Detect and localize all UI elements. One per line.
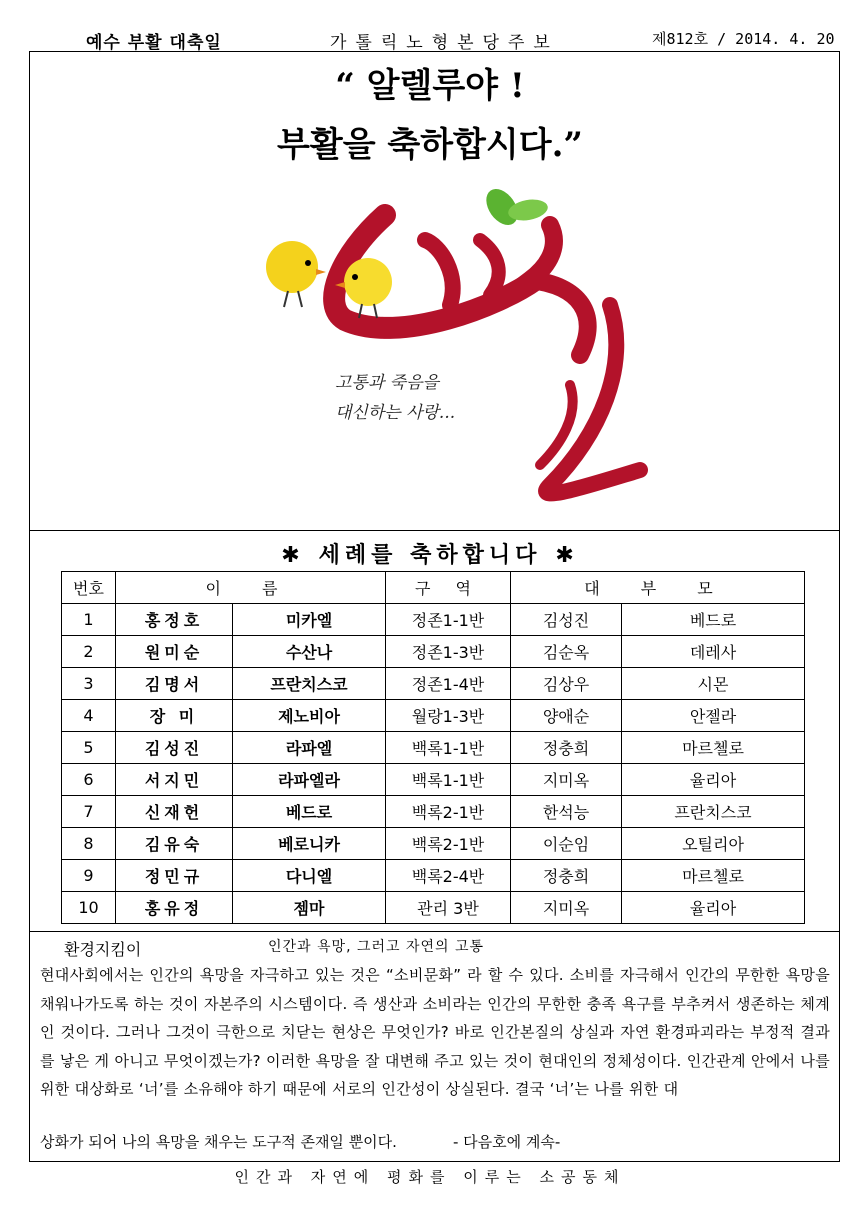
row-number: 7 bbox=[62, 796, 116, 828]
table-row bbox=[62, 668, 805, 700]
godparent-saint: 마르첼로 bbox=[622, 860, 805, 892]
divider-banner bbox=[29, 530, 840, 531]
table-row bbox=[62, 828, 805, 860]
baptism-title: 세례를 축하합니다 bbox=[318, 543, 542, 568]
godparent-saint: 데레사 bbox=[622, 636, 805, 668]
environment-article-title: 인간과 욕망, 그러고 자연의 고통 bbox=[268, 939, 485, 955]
godparent-name: 지미옥 bbox=[511, 892, 622, 924]
godparent-name: 정충희 bbox=[511, 860, 622, 892]
row-number: 2 bbox=[62, 636, 116, 668]
godparent-saint: 율리아 bbox=[622, 892, 805, 924]
issue-date: 제812호 / 2014. 4. 20 bbox=[652, 30, 835, 48]
godparent-saint: 마르첼로 bbox=[622, 732, 805, 764]
row-number: 5 bbox=[62, 732, 116, 764]
baptismal-name: 미카엘 bbox=[233, 604, 386, 636]
baptismal-name: 라파엘 bbox=[233, 732, 386, 764]
baptized-name: 장 미 bbox=[116, 700, 233, 732]
table-row bbox=[62, 860, 805, 892]
table-row bbox=[62, 732, 805, 764]
baptismal-name: 젬마 bbox=[233, 892, 386, 924]
godparent-name: 한석능 bbox=[511, 796, 622, 828]
easter-greeting: 부활을 축하합시다.” bbox=[277, 125, 583, 165]
table-row bbox=[62, 700, 805, 732]
district: 정존1-4반 bbox=[386, 668, 511, 700]
art-caption-line2: 대신하는 사랑... bbox=[335, 403, 456, 423]
godparent-name: 이순임 bbox=[511, 828, 622, 860]
godparent-saint: 율리아 bbox=[622, 764, 805, 796]
district: 백록2-1반 bbox=[386, 828, 511, 860]
baptism-table bbox=[61, 571, 805, 924]
baptismal-name: 베드로 bbox=[233, 796, 386, 828]
district: 정존1-3반 bbox=[386, 636, 511, 668]
baptized-name: 홍유정 bbox=[116, 892, 233, 924]
district: 백록2-4반 bbox=[386, 860, 511, 892]
row-number: 6 bbox=[62, 764, 116, 796]
godparent-name: 김성진 bbox=[511, 604, 622, 636]
col-name: 이 름 bbox=[116, 572, 386, 604]
godparent-name: 지미옥 bbox=[511, 764, 622, 796]
baptismal-name: 제노비아 bbox=[233, 700, 386, 732]
baptized-name: 서지민 bbox=[116, 764, 233, 796]
godparent-saint: 베드로 bbox=[622, 604, 805, 636]
baptized-name: 김성진 bbox=[116, 732, 233, 764]
bulletin-header bbox=[30, 28, 842, 53]
row-number: 4 bbox=[62, 700, 116, 732]
baptismal-name: 프란치스코 bbox=[233, 668, 386, 700]
alleluia-title: “ 알렐루야 ! bbox=[335, 66, 525, 106]
bulletin-name: 가톨릭노형본당주보 bbox=[330, 33, 559, 53]
baptized-name: 홍정호 bbox=[116, 604, 233, 636]
environment-article-ending bbox=[40, 1131, 560, 1152]
district: 월랑1-3반 bbox=[386, 700, 511, 732]
brush-letter-icon bbox=[334, 215, 640, 493]
environment-section-label: 환경지킴이 bbox=[64, 940, 142, 959]
table-row bbox=[62, 604, 805, 636]
godparent-saint: 시몬 bbox=[622, 668, 805, 700]
divider-table bbox=[29, 931, 840, 932]
row-number: 9 bbox=[62, 860, 116, 892]
flower-icon: ✱ bbox=[555, 543, 579, 568]
easter-artwork bbox=[250, 185, 670, 525]
baptized-name: 김명서 bbox=[116, 668, 233, 700]
chick-icon bbox=[266, 241, 326, 307]
feast-title: 예수 부활 대축일 bbox=[86, 33, 222, 53]
baptismal-name: 라파엘라 bbox=[233, 764, 386, 796]
baptismal-name: 수산나 bbox=[233, 636, 386, 668]
godparent-saint: 오틸리아 bbox=[622, 828, 805, 860]
godparent-name: 김순옥 bbox=[511, 636, 622, 668]
col-area: 구 역 bbox=[386, 572, 511, 604]
district: 백록1-1반 bbox=[386, 764, 511, 796]
godparent-name: 양애순 bbox=[511, 700, 622, 732]
table-row bbox=[62, 636, 805, 668]
baptized-name: 신재헌 bbox=[116, 796, 233, 828]
district: 백록1-1반 bbox=[386, 732, 511, 764]
baptized-name: 원미순 bbox=[116, 636, 233, 668]
row-number: 8 bbox=[62, 828, 116, 860]
bulletin-motto: 인간과 자연에 평화를 이루는 소공동체 bbox=[234, 1168, 626, 1186]
district: 관리 3반 bbox=[386, 892, 511, 924]
article-last-line: 상화가 되어 나의 욕망을 채우는 도구적 존재일 뿐이다. bbox=[40, 1133, 397, 1151]
godparent-name: 김상우 bbox=[511, 668, 622, 700]
godparent-name: 정충희 bbox=[511, 732, 622, 764]
row-number: 1 bbox=[62, 604, 116, 636]
environment-article-body: 현대사회에서는 인간의 욕망을 자극하고 있는 것은 “소비문화” 라 할 수 있다. 소비를 자극해서 인간의 무한한 욕망을 채워나가도록 하는 것이 자본주의 시스템이다. 즉 생산과 소비라는 인간의 무한한 충족 욕구를 부추켜서 생존하는 체계인 것이다. 그러나 그것이 극한으로 치닫는 현상은 무엇인가? 바로 인간본질의 상실과 자연 환경파괴라는 부정적 결과를 낳은 게 아니고 무엇이겠는가? 이러한 욕망을 잘 대변해 주고 있는 것이 현대인의 정체성이다. 인간관계 안에서 나를 위한 대상화로 ‘너’를 소유해야 하기 때문에 서로의 인간성이 상실된다. 결국 ‘너’는 나를 위한 대 bbox=[40, 966, 830, 1098]
table-header-row bbox=[62, 572, 805, 604]
district: 백록2-1반 bbox=[386, 796, 511, 828]
godparent-saint: 프란치스코 bbox=[622, 796, 805, 828]
row-number: 10 bbox=[62, 892, 116, 924]
table-row bbox=[62, 796, 805, 828]
baptism-heading bbox=[0, 538, 860, 569]
baptismal-name: 베로니카 bbox=[233, 828, 386, 860]
district: 정존1-1반 bbox=[386, 604, 511, 636]
col-number: 번호 bbox=[62, 572, 116, 604]
row-number: 3 bbox=[62, 668, 116, 700]
col-godparent: 대 부 모 bbox=[511, 572, 805, 604]
flower-icon: ✱ bbox=[281, 543, 305, 568]
leaf-icon bbox=[480, 185, 550, 231]
table-row bbox=[62, 892, 805, 924]
table-row bbox=[62, 764, 805, 796]
godparent-saint: 안젤라 bbox=[622, 700, 805, 732]
baptismal-name: 다니엘 bbox=[233, 860, 386, 892]
baptized-name: 김유숙 bbox=[116, 828, 233, 860]
art-caption-line1: 고통과 죽음을 bbox=[335, 373, 439, 393]
continued-note: - 다음호에 계속- bbox=[452, 1133, 561, 1151]
baptized-name: 정민규 bbox=[116, 860, 233, 892]
